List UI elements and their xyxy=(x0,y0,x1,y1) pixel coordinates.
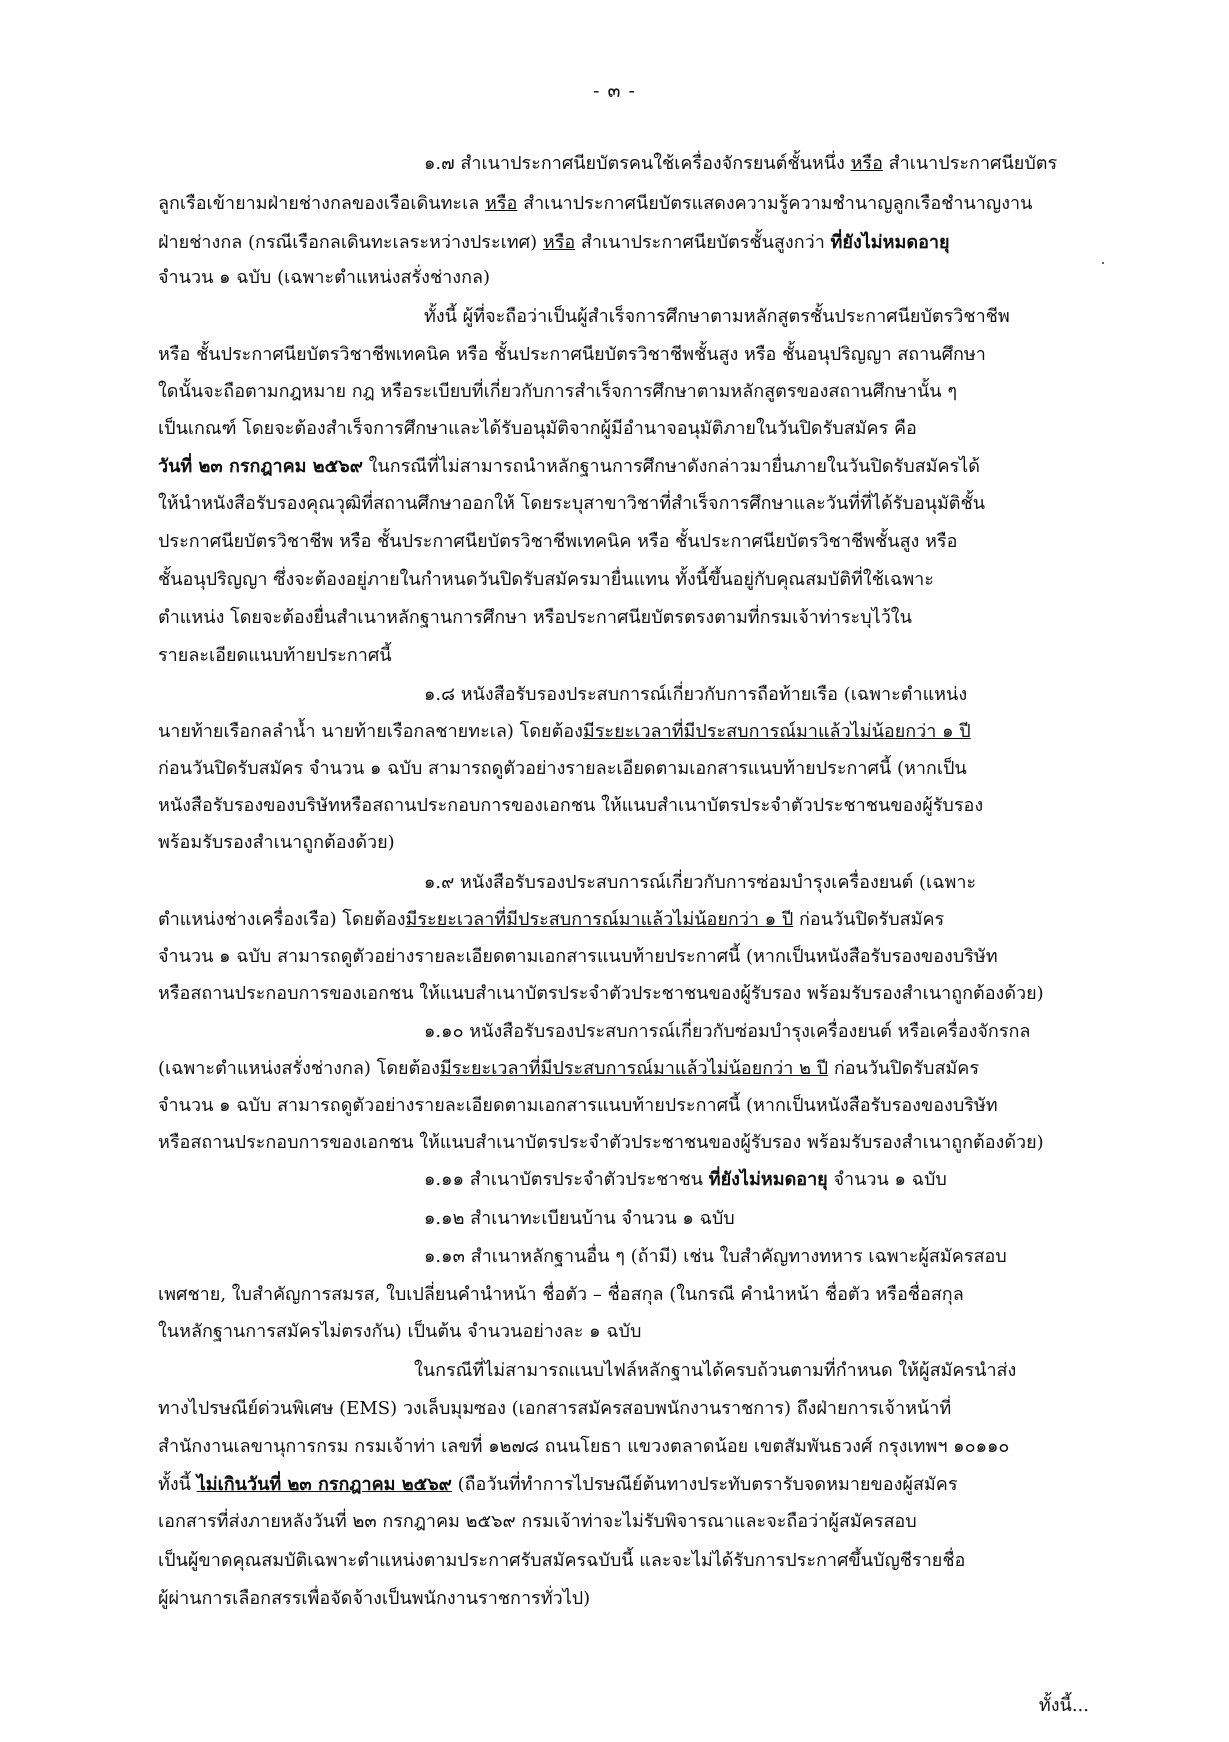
item-1-10-line-4: หรือสถานประกอบการของเอกชน ให้แนบสำเนาบัตรประจำตัวประชาชนของผู้รับรอง พร้อมรับรองสำเนาถูกต้องด้วย) xyxy=(158,1132,1044,1153)
underlined-experience: มีระยะเวลาที่มีประสบการณ์มาแล้วไม่น้อยกว่า ๑ ปี xyxy=(405,909,794,930)
item-1-7-line-2: ลูกเรือเข้ายามฝ่ายช่างกลของเรือเดินทะเล หรือ สำเนาประกาศนียบัตรแสดงความรู้ความชำนาญลูกเรือชำนาญงาน xyxy=(158,193,1033,214)
underlined-or: หรือ xyxy=(542,232,576,253)
item-1-7-line-3: ฝ่ายช่างกล (กรณีเรือกลเดินทะเลระหว่างประเทศ) หรือ สำเนาประกาศนียบัตรชั้นสูงกว่า ที่ยังไม่หมดอายุ xyxy=(158,232,950,253)
page-number: - ๓ - xyxy=(593,80,636,102)
mail-line-7: ผู้ผ่านการเลือกสรรเพื่อจัดจ้างเป็นพนักงานราชการทั่วไป) xyxy=(158,1588,591,1609)
speck-mark xyxy=(1102,262,1104,264)
mail-line-4: ทั้งนี้ ไม่เกินวันที่ ๒๓ กรกฎาคม ๒๕๖๙ (ถือวันที่ทำการไปรษณีย์ต้นทางประทับตรารับจดหมายของผู้สมัคร xyxy=(158,1474,958,1495)
item-1-10-line-3: จำนวน ๑ ฉบับ สามารถดูตัวอย่างรายละเอียดตามเอกสารแนบท้ายประกาศนี้ (หากเป็นหนังสือรับรองของบริษัท xyxy=(158,1095,998,1116)
item-1-8-line-1: ๑.๘ หนังสือรับรองประสบการณ์เกี่ยวกับการถือท้ายเรือ (เฉพาะตำแหน่ง xyxy=(424,684,968,705)
note-line-3: ใดนั้นจะถือตามกฎหมาย กฎ หรือระเบียบที่เกี่ยวกับการสำเร็จการศึกษาตามหลักสูตรของสถานศึกษานั้น ๆ xyxy=(158,381,957,402)
item-1-13-line-1: ๑.๑๓ สำเนาหลักฐานอื่น ๆ (ถ้ามี) เช่น ใบสำคัญทางทหาร เฉพาะผู้สมัครสอบ xyxy=(424,1246,1007,1267)
bold-not-expired: ที่ยังไม่หมดอายุ xyxy=(708,1169,828,1190)
item-1-9-line-1: ๑.๙ หนังสือรับรองประสบการณ์เกี่ยวกับการซ่อมบำรุงเครื่องยนต์ (เฉพาะ xyxy=(424,872,977,893)
item-1-9-line-4: หรือสถานประกอบการของเอกชน ให้แนบสำเนาบัตรประจำตัวประชาชนของผู้รับรอง พร้อมรับรองสำเนาถูกต้องด้วย) xyxy=(158,983,1044,1004)
note-line-7: ประกาศนียบัตรวิชาชีพ หรือ ชั้นประกาศนียบัตรวิชาชีพเทคนิค หรือ ชั้นประกาศนียบัตรวิชาชีพชั้นสูง หรือ xyxy=(158,531,958,552)
underlined-experience: มีระยะเวลาที่มีประสบการณ์มาแล้วไม่น้อยกว่า ๒ ปี xyxy=(439,1058,829,1079)
item-1-11: ๑.๑๑ สำเนาบัตรประจำตัวประชาชน ที่ยังไม่หมดอายุ จำนวน ๑ ฉบับ xyxy=(424,1169,947,1190)
mail-line-5: เอกสารที่ส่งภายหลังวันที่ ๒๓ กรกฎาคม ๒๕๖๙ กรมเจ้าท่าจะไม่รับพิจารณาและจะถือว่าผู้สมัครสอบ xyxy=(158,1511,917,1532)
item-1-12: ๑.๑๒ สำเนาทะเบียนบ้าน จำนวน ๑ ฉบับ xyxy=(424,1208,735,1229)
note-line-9: ตำแหน่ง โดยจะต้องยื่นสำเนาหลักฐานการศึกษา หรือประกาศนียบัตรตรงตามที่กรมเจ้าท่าระบุไว้ใน xyxy=(158,607,912,628)
item-1-8-line-2: นายท้ายเรือกลลำน้ำ นายท้ายเรือกลชายทะเล) โดยต้องมีระยะเวลาที่มีประสบการณ์มาแล้วไม่น้อยกว่า ๑ ปี xyxy=(158,721,971,742)
mail-line-6: เป็นผู้ขาดคุณสมบัติเฉพาะตำแหน่งตามประกาศรับสมัครฉบับนี้ และจะไม่ได้รับการประกาศขึ้นบัญชีรายชื่อ xyxy=(158,1550,966,1571)
mail-line-3: สำนักงานเลขานุการกรม กรมเจ้าท่า เลขที่ ๑๒๗๘ ถนนโยธา แขวงตลาดน้อย เขตสัมพันธวงศ์ กรุงเทพฯ ๑๐๑๑๐ xyxy=(158,1436,1010,1457)
item-1-8-line-3: ก่อนวันปิดรับสมัคร จำนวน ๑ ฉบับ สามารถดูตัวอย่างรายละเอียดตามเอกสารแนบท้ายประกาศนี้ (หากเป็น xyxy=(158,758,967,779)
note-line-4: เป็นเกณฑ์ โดยจะต้องสำเร็จการศึกษาและได้รับอนุมัติจากผู้มีอำนาจอนุมัติภายในวันปิดรับสมัคร คือ xyxy=(158,418,917,439)
underlined-experience: มีระยะเวลาที่มีประสบการณ์มาแล้วไม่น้อยกว่า ๑ ปี xyxy=(582,721,971,742)
note-line-5: วันที่ ๒๓ กรกฎาคม ๒๕๖๙ ในกรณีที่ไม่สามารถนำหลักฐานการศึกษาดังกล่าวมายื่นภายในวันปิดรับสมัครได้ xyxy=(158,456,980,477)
item-1-8-line-5: พร้อมรับรองสำเนาถูกต้องด้วย) xyxy=(158,832,395,853)
mail-line-1: ในกรณีที่ไม่สามารถแนบไฟล์หลักฐานได้ครบถ้วนตามที่กำหนด ให้ผู้สมัครนำส่ง xyxy=(414,1360,1017,1381)
underlined-or: หรือ xyxy=(485,193,518,214)
mail-line-2: ทางไปรษณีย์ด่วนพิเศษ (EMS) วงเล็บมุมซอง (เอกสารสมัครสอบพนักงานราชการ) ถึงฝ่ายการเจ้าหน้าที่ xyxy=(158,1398,952,1419)
item-1-8-line-4: หนังสือรับรองของบริษัทหรือสถานประกอบการของเอกชน ให้แนบสำเนาบัตรประจำตัวประชาชนของผู้รับรอง xyxy=(158,795,984,816)
note-line-8: ชั้นอนุปริญญา ซึ่งจะต้องอยู่ภายในกำหนดวันปิดรับสมัครมายื่นแทน ทั้งนี้ขึ้นอยู่กับคุณสมบัติที่ใช้เฉพาะ xyxy=(158,569,934,590)
note-line-2: หรือ ชั้นประกาศนียบัตรวิชาชีพเทคนิค หรือ ชั้นประกาศนียบัตรวิชาชีพชั้นสูง หรือ ชั้นอนุปริญญา สถานศึกษา xyxy=(158,344,986,365)
item-1-13-line-3: ในหลักฐานการสมัครไม่ตรงกัน) เป็นต้น จำนวนอย่างละ ๑ ฉบับ xyxy=(158,1321,642,1342)
note-line-6: ให้นำหนังสือรับรองคุณวุฒิที่สถานศึกษาออกให้ โดยระบุสาขาวิชาที่สำเร็จการศึกษาและวันที่ที่ได้รับอนุมัติชั้น xyxy=(158,493,986,514)
item-1-7-line-4: จำนวน ๑ ฉบับ (เฉพาะตำแหน่งสรั่งช่างกล) xyxy=(158,267,491,288)
bold-closing-date: วันที่ ๒๓ กรกฎาคม ๒๕๖๙ xyxy=(158,456,363,477)
item-1-13-line-2: เพศชาย, ใบสำคัญการสมรส, ใบเปลี่ยนคำนำหน้า ชื่อตัว – ชื่อสกุล (ในกรณี คำนำหน้า ชื่อตัว หรือชื่อสกุล xyxy=(158,1284,964,1305)
bold-underlined-deadline: ไม่เกินวันที่ ๒๓ กรกฎาคม ๒๕๖๙ xyxy=(196,1474,452,1495)
item-1-10-line-2: (เฉพาะตำแหน่งสรั่งช่างกล) โดยต้องมีระยะเวลาที่มีประสบการณ์มาแล้วไม่น้อยกว่า ๒ ปี ก่อนวันปิดรับสมัคร xyxy=(158,1058,980,1079)
item-1-7-line-1: ๑.๗ สำเนาประกาศนียบัตรคนใช้เครื่องจักรยนต์ชั้นหนึ่ง หรือ สำเนาประกาศนียบัตร xyxy=(424,153,1058,174)
item-1-9-line-2: ตำแหน่งช่างเครื่องเรือ) โดยต้องมีระยะเวลาที่มีประสบการณ์มาแล้วไม่น้อยกว่า ๑ ปี ก่อนวันปิดรับสมัคร xyxy=(158,909,945,930)
underlined-or: หรือ xyxy=(850,153,883,174)
note-line-1: ทั้งนี้ ผู้ที่จะถือว่าเป็นผู้สำเร็จการศึกษาตามหลักสูตรชั้นประกาศนียบัตรวิชาชีพ xyxy=(424,306,1010,327)
bold-not-expired: ที่ยังไม่หมดอายุ xyxy=(830,232,950,253)
continuation-text: ทั้งนี้... xyxy=(1038,1695,1089,1716)
item-1-9-line-3: จำนวน ๑ ฉบับ สามารถดูตัวอย่างรายละเอียดตามเอกสารแนบท้ายประกาศนี้ (หากเป็นหนังสือรับรองของบริษัท xyxy=(158,946,998,967)
note-line-10: รายละเอียดแนบท้ายประกาศนี้ xyxy=(158,645,392,666)
item-1-10-line-1: ๑.๑๐ หนังสือรับรองประสบการณ์เกี่ยวกับซ่อมบำรุงเครื่องยนต์ หรือเครื่องจักรกล xyxy=(424,1021,1031,1042)
